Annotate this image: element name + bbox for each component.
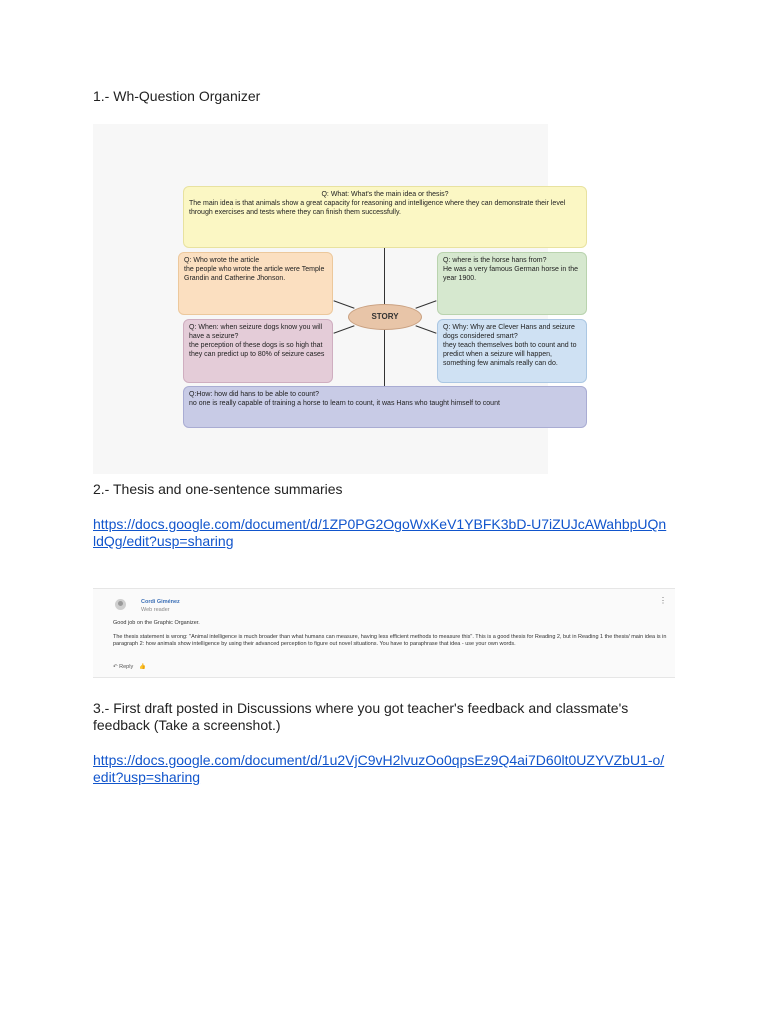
avatar <box>115 599 126 610</box>
section1-heading: 1.- Wh-Question Organizer <box>93 88 261 104</box>
thesis-doc-link-line2[interactable]: ldQg/edit?usp=sharing <box>93 533 234 549</box>
connector-right-top <box>415 300 436 308</box>
connector-left-bottom <box>333 325 354 333</box>
what-question: Q: What: What's the main idea or thesis? <box>321 191 449 198</box>
first-draft-doc-link-line2[interactable]: edit?usp=sharing <box>93 769 201 785</box>
when-answer: the perception of these dogs is so high that they can predict up to 80% of seizure cases <box>189 342 325 358</box>
when-box <box>183 319 333 383</box>
thesis-doc-link[interactable] <box>93 516 693 550</box>
first-draft-doc-link-line1[interactable]: https://docs.google.com/document/d/1u2VjC9vH2lvuzOo0qpsEz9Q4ai7D60lt0UZYVZbU1-o/ <box>93 752 665 768</box>
comment-author: Cordi Giménez <box>141 599 180 605</box>
reply-button[interactable]: ↶ Reply <box>113 664 134 670</box>
how-box <box>183 386 587 428</box>
where-answer: He was a very famous German horse in the year 1900. <box>443 266 579 282</box>
why-box <box>437 319 587 383</box>
comment-author-role: Web reader <box>141 607 170 613</box>
comment-text-line2: The thesis statement is wrong: "Animal intelligence is much broader than what humans can measure, having less efficient methods to measure this". This is a good thesis for Reading 2, but in Reading 1 the thesis/ main idea is in paragraph 2: how animals show intelligence by using their advanced perception to figure out novel situations. You have to paraphrase that idea - use your own words. <box>113 634 667 647</box>
why-question: Q: Why: Why are Clever Hans and seizure dogs considered smart? <box>443 324 575 340</box>
what-answer: The main idea is that animals show a great capacity for reasoning and intelligence where they can demonstrate their level through exercises and tests where they can finish them successfully. <box>189 200 566 216</box>
like-icon[interactable]: 👍 <box>139 664 147 670</box>
what-box <box>183 186 587 248</box>
how-question: Q:How: how did hans to be able to count? <box>189 391 319 398</box>
wh-question-organizer <box>93 124 579 474</box>
thesis-doc-link-line1[interactable]: https://docs.google.com/document/d/1ZP0PG2OgoWxKeV1YBFK3bD-U7iZUJcAWahbpUQn <box>93 516 667 532</box>
connector-right-bottom <box>415 325 436 333</box>
who-answer: the people who wrote the article were Temple Grandin and Catherine Jhonson. <box>184 266 325 282</box>
section3-heading-line2: feedback (Take a screenshot.) <box>93 717 281 733</box>
section3-heading-line1: 3.- First draft posted in Discussions where you got teacher's feedback and classmate's <box>93 700 629 716</box>
who-box <box>178 252 333 315</box>
when-question: Q: When: when seizure dogs know you will have a seizure? <box>189 324 323 340</box>
more-options-icon[interactable]: ⋮ <box>659 596 667 605</box>
story-center: STORY <box>348 304 422 330</box>
why-answer: they teach themselves both to count and to predict when a seizure will happen, something few animals really can do. <box>443 342 577 367</box>
where-box <box>437 252 587 315</box>
connector-left-top <box>333 300 354 308</box>
first-draft-doc-link[interactable] <box>93 752 693 786</box>
comment-text-line1: Good job on the Graphic Organizer. <box>113 620 200 626</box>
section3-heading <box>93 700 693 734</box>
comment-actions <box>113 664 146 671</box>
how-answer: no one is really capable of training a horse to learn to count, it was Hans who taught himself to count <box>189 400 500 407</box>
where-question: Q: where is the horse hans from? <box>443 257 547 264</box>
section2-heading: 2.- Thesis and one-sentence summaries <box>93 481 343 497</box>
who-question: Q: Who wrote the article <box>184 257 260 264</box>
feedback-comment-screenshot <box>93 588 675 678</box>
